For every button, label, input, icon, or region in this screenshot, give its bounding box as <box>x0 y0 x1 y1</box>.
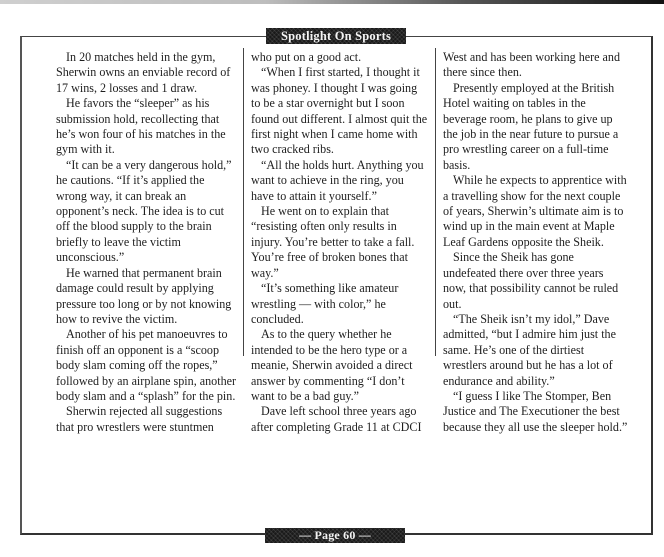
paragraph: Since the Sheik has gone undefeated there over three years now, that possibility cannot be ruled out. <box>443 250 619 311</box>
paragraph: “All the holds hurt. Anything you want to achieve in the ring, you have to attain it yourself.” <box>251 157 424 203</box>
paragraph: In 20 matches held in the gym, Sherwin owns an enviable record of 17 wins, 2 losses and 1 draw. <box>56 50 231 95</box>
paragraph: “I guess I like The Stomper, Ben Justice and The Executioner the best because they all use the sleeper hold.” <box>443 388 628 434</box>
paragraph: While he expects to apprentice with a travelling show for the next couple of years, Sherwin’s ultimate aim is to wind up in the main event at Maple Leaf Gardens opposite the Sheik. <box>443 173 627 249</box>
section-title-banner: Spotlight On Sports <box>266 28 406 44</box>
article-column-3 <box>443 38 628 435</box>
paragraph: Presently employed at the British Hotel waiting on tables in the beverage room, he plans to give up the job in the near future to pursue a pro wrestling career on a full-time basis. <box>443 80 619 172</box>
paragraph: Sherwin rejected all suggestions that pro wrestlers were stuntmen <box>56 404 223 434</box>
paragraph: “It’s something like amateur wrestling — with color,” he concluded. <box>251 281 399 326</box>
paragraph: He favors the “sleeper” as his submission hold, recollecting that he’s won four of his matches in the gym with it. <box>56 96 226 157</box>
paragraph: He warned that permanent brain damage could result by applying pressure too long or by not knowing how to revive the victim. <box>56 265 232 326</box>
paragraph: Dave left school three years ago after completing Grade 11 at CDCI <box>251 404 422 434</box>
article-column-1 <box>56 38 236 435</box>
column-rule-2 <box>435 48 436 356</box>
paragraph: “The Sheik isn’t my idol,” Dave admitted, “but I admire him just the same. He’s one of the dirtiest wrestlers around but he has a lot of endurance and ability.” <box>443 311 616 388</box>
paragraph: As to the query whether he intended to be the hero type or a meanie, Sherwin avoided a direct answer by commenting “I don’t want to be a bad guy.” <box>251 327 413 403</box>
paragraph: who put on a good act. <box>251 50 362 64</box>
column-rule-1 <box>243 48 244 356</box>
paragraph: “When I first started, I thought it was phoney. I thought I was going to be a star overnight but I soon found out different. I almost quit the first night when I came home with two cracked ribs. <box>251 65 428 157</box>
paragraph: West and has been working here and there since then. <box>443 50 621 80</box>
scanned-page-edge <box>0 0 664 4</box>
paragraph: Another of his pet manoeuvres to finish off an opponent is a “scoop body slam coming off the ropes,” followed by an airplane spin, another body slam and a “splash” for the pin. <box>56 327 237 403</box>
paragraph: “It can be a very dangerous hold,” he cautions. “If it’s applied the wrong way, it can break an opponent’s neck. The idea is to cut off the blood supply to the brain briefly to leave the victim unconscious.” <box>56 157 232 265</box>
page-number-banner: — Page 60 — <box>265 528 405 543</box>
article-column-2 <box>251 38 428 435</box>
paragraph: He went on to explain that “resisting often only results in injury. You’re better to take a fall. You’re free of broken bones that way.” <box>251 204 415 280</box>
